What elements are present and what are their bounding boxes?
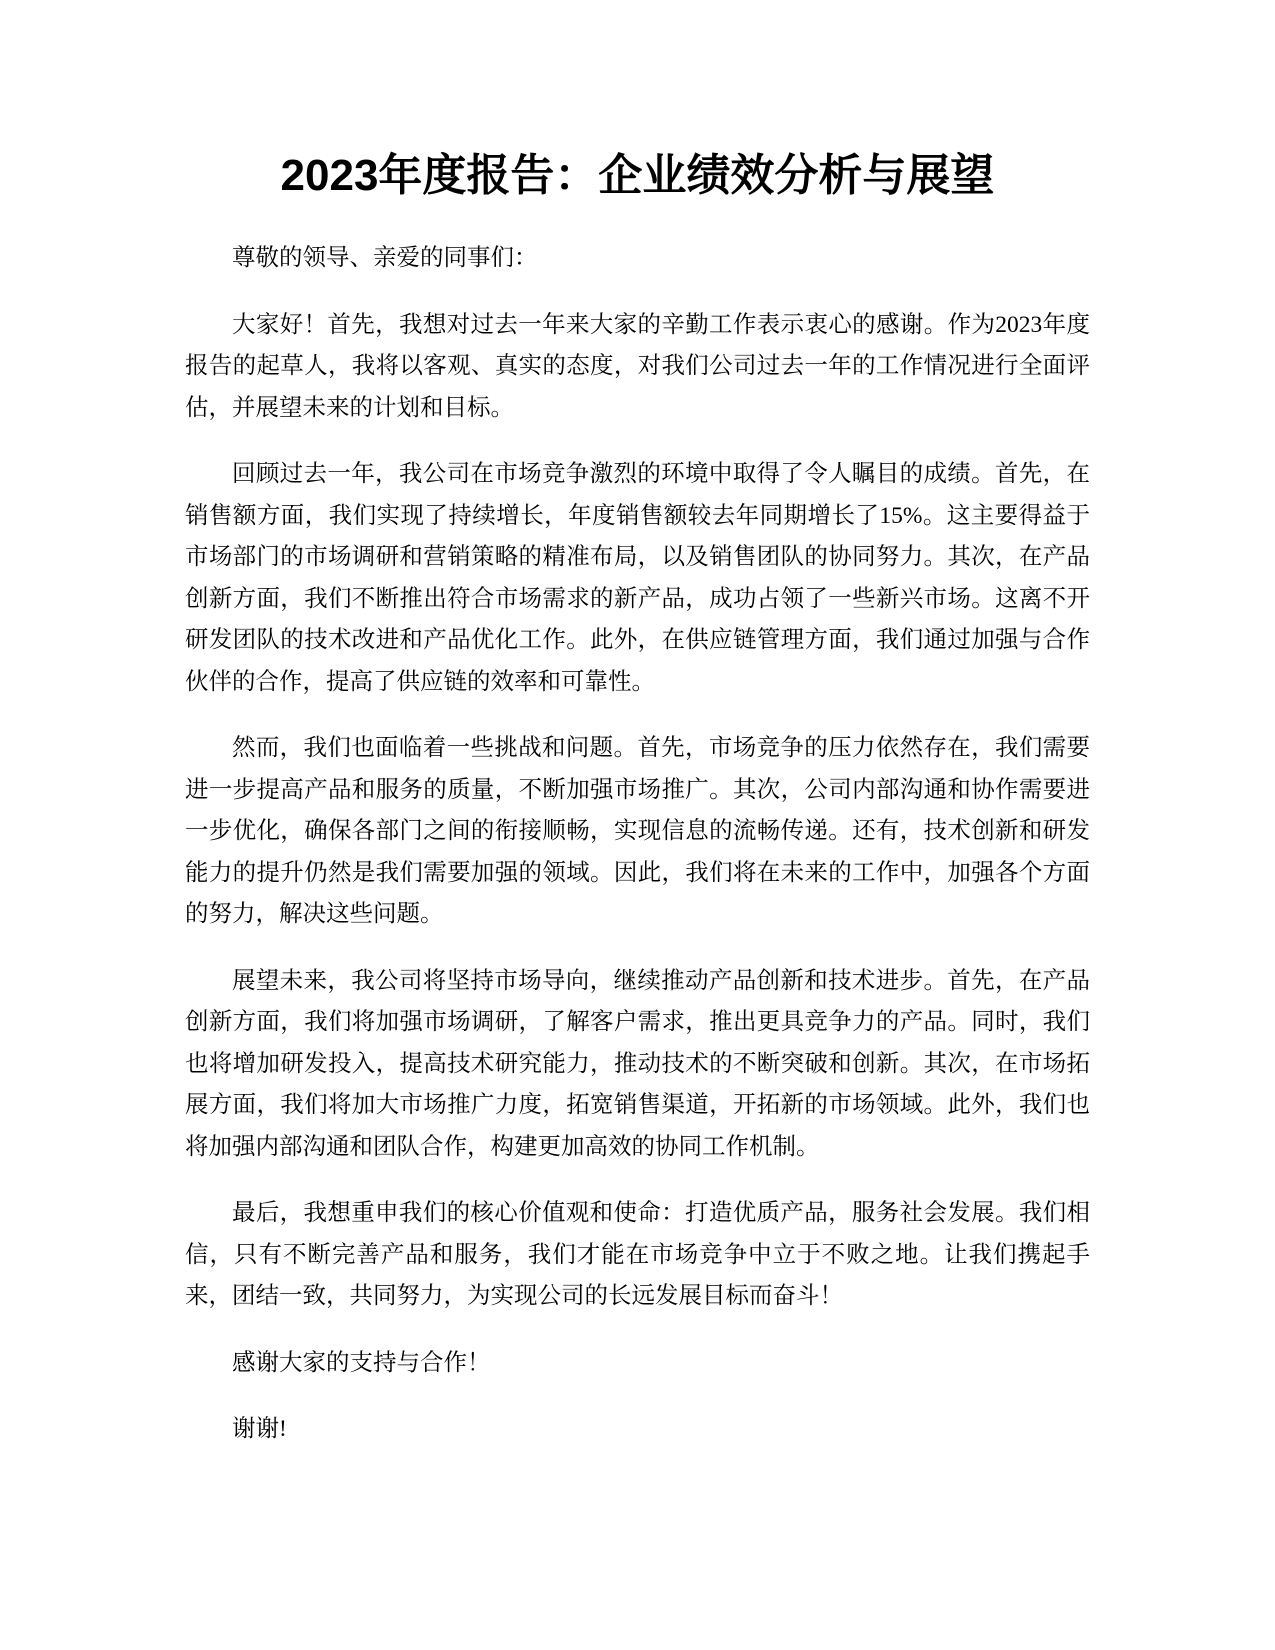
signoff-line: 谢谢!: [232, 1416, 287, 1442]
page-title: 2023年度报告：企业绩效分析与展望: [280, 151, 995, 200]
paragraph-challenges: 然而，我们也面临着一些挑战和问题。首先，市场竞争的压力依然存在，我们需要进一步提高产品和服务的质量，不断加强市场推广。其次，公司内部沟通和协作需要进一步优化，确保各部门之间的衔接顺畅，实现信息的流畅传递。还有，技术创新和研发能力的提升仍然是我们需要加强的领域。因此，我们将在未来的工作中，加强各个方面的努力，解决这些问题。: [185, 735, 1090, 927]
paragraph-review: 回顾过去一年，我公司在市场竞争激烈的环境中取得了令人瞩目的成绩。首先，在销售额方面，我们实现了持续增长，年度销售额较去年同期增长了15%。这主要得益于市场部门的市场调研和营销策略的精准布局，以及销售团队的协同努力。其次，在产品创新方面，我们不断推出符合市场需求的新产品，成功占领了一些新兴市场。这离不开研发团队的技术改进和产品优化工作。此外，在供应链管理方面，我们通过加强与合作伙伴的合作，提高了供应链的效率和可靠性。: [185, 461, 1090, 695]
paragraph-mission: 最后，我想重申我们的核心价值观和使命：打造优质产品，服务社会发展。我们相信，只有不断完善产品和服务，我们才能在市场竞争中立于不败之地。让我们携起手来，团结一致，共同努力，为实现公司的长远发展目标而奋斗！: [185, 1200, 1090, 1309]
paragraph-gratitude: 大家好！首先，我想对过去一年来大家的辛勤工作表示衷心的感谢。作为2023年度报告的起草人，我将以客观、真实的态度，对我们公司过去一年的工作情况进行全面评估，并展望未来的计划和目标。: [185, 311, 1090, 421]
closing-line: 感谢大家的支持与合作！: [232, 1349, 491, 1376]
salutation: 尊敬的领导、亲爱的同事们：: [232, 245, 538, 271]
document-body: [185, 238, 1090, 1476]
paragraph-outlook: 展望未来，我公司将坚持市场导向，继续推动产品创新和技术进步。首先，在产品创新方面，我们将加强市场调研，了解客户需求，推出更具竞争力的产品。同时，我们也将增加研发投入，提高技术研究能力，推动技术的不断突破和创新。其次，在市场拓展方面，我们将加大市场推广力度，拓宽销售渠道，开拓新的市场领域。此外，我们也将加强内部沟通和团队合作，构建更加高效的协同工作机制。: [185, 967, 1090, 1160]
